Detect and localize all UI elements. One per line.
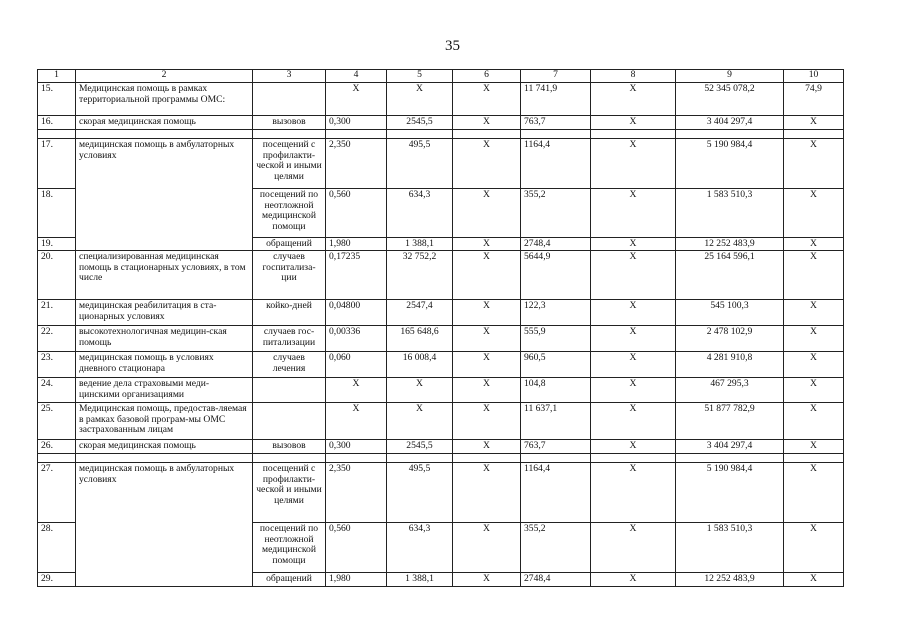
value-cell: X	[326, 378, 387, 403]
value-cell: 545 100,3	[676, 300, 784, 326]
value-cell: 2,350	[326, 139, 387, 189]
value-cell: 3 404 297,4	[676, 440, 784, 454]
row-number: 18.	[38, 189, 76, 238]
value-cell: 0,560	[326, 189, 387, 238]
value-cell: 1,980	[326, 573, 387, 587]
value-cell: 2547,4	[387, 300, 453, 326]
row-number: 26.	[38, 440, 76, 454]
value-cell: 763,7	[521, 116, 591, 130]
value-cell: 122,3	[521, 300, 591, 326]
header-cell: 10	[784, 70, 844, 83]
value-cell: X	[784, 326, 844, 352]
value-cell: 52 345 078,2	[676, 83, 784, 116]
value-cell: X	[784, 403, 844, 440]
service-name: скорая медицинская помощь	[76, 440, 253, 454]
value-cell: 5 190 984,4	[676, 463, 784, 523]
value-cell: X	[784, 523, 844, 573]
value-cell: X	[591, 352, 676, 378]
value-cell: X	[784, 116, 844, 130]
value-cell: 0,060	[326, 352, 387, 378]
header-cell: 7	[521, 70, 591, 83]
value-cell: X	[591, 523, 676, 573]
service-name: скорая медицинская помощь	[76, 116, 253, 130]
service-name: медицинская помощь в условиях дневного стационара	[76, 352, 253, 378]
value-cell: 1 388,1	[387, 238, 453, 251]
value-cell: 355,2	[521, 189, 591, 238]
value-cell: X	[453, 300, 521, 326]
value-cell: 32 752,2	[387, 251, 453, 300]
value-cell: X	[453, 523, 521, 573]
header-cell: 2	[76, 70, 253, 83]
row-number: 16.	[38, 116, 76, 130]
row-number: 19.	[38, 238, 76, 251]
value-cell: X	[453, 83, 521, 116]
value-cell: X	[453, 378, 521, 403]
value-cell: X	[784, 300, 844, 326]
value-cell: 634,3	[387, 189, 453, 238]
value-cell: 0,17235	[326, 251, 387, 300]
value-cell: X	[387, 83, 453, 116]
service-name: Медицинская помощь в рамках территориальной программы ОМС:	[76, 83, 253, 116]
table-row	[38, 463, 844, 523]
header-cell: 5	[387, 70, 453, 83]
row-number: 28.	[38, 523, 76, 573]
row-number: 27.	[38, 463, 76, 523]
value-cell: X	[591, 139, 676, 189]
table-row	[38, 139, 844, 189]
unit-cell: обращений	[253, 238, 326, 251]
service-name: медицинская помощь в амбулаторных условиях	[76, 463, 253, 587]
row-number: 20.	[38, 251, 76, 300]
value-cell: 960,5	[521, 352, 591, 378]
service-name: специализированная медицинская помощь в стационарных условиях, в том числе	[76, 251, 253, 300]
value-cell: 104,8	[521, 378, 591, 403]
value-cell: 165 648,6	[387, 326, 453, 352]
value-cell: X	[453, 440, 521, 454]
value-cell: X	[453, 573, 521, 587]
value-cell: 467 295,3	[676, 378, 784, 403]
value-cell: 1,980	[326, 238, 387, 251]
page-number: 35	[445, 38, 460, 54]
row-number: 23.	[38, 352, 76, 378]
value-cell: X	[591, 403, 676, 440]
unit-cell	[253, 378, 326, 403]
value-cell: 1 583 510,3	[676, 523, 784, 573]
value-cell: X	[453, 116, 521, 130]
service-name: медицинская помощь в амбулаторных условиях	[76, 139, 253, 251]
value-cell: X	[453, 238, 521, 251]
value-cell: 0,300	[326, 116, 387, 130]
value-cell: 25 164 596,1	[676, 251, 784, 300]
value-cell: X	[784, 573, 844, 587]
table-row	[38, 300, 844, 326]
value-cell: X	[453, 326, 521, 352]
row-number: 29.	[38, 573, 76, 587]
table-row	[38, 326, 844, 352]
value-cell: X	[387, 403, 453, 440]
value-cell: 5 190 984,4	[676, 139, 784, 189]
value-cell: X	[387, 378, 453, 403]
value-cell: 2545,5	[387, 116, 453, 130]
value-cell: 555,9	[521, 326, 591, 352]
value-cell: X	[784, 378, 844, 403]
value-cell: 5644,9	[521, 251, 591, 300]
value-cell: 16 008,4	[387, 352, 453, 378]
value-cell: X	[591, 189, 676, 238]
service-name: ведение дела страховыми меди-цинскими организациями	[76, 378, 253, 403]
value-cell: X	[784, 463, 844, 523]
table-row	[38, 251, 844, 300]
value-cell: 0,00336	[326, 326, 387, 352]
value-cell: X	[591, 251, 676, 300]
value-cell: X	[326, 403, 387, 440]
header-cell: 4	[326, 70, 387, 83]
value-cell: 495,5	[387, 139, 453, 189]
unit-cell: койко-дней	[253, 300, 326, 326]
value-cell: 74,9	[784, 83, 844, 116]
header-cell: 9	[676, 70, 784, 83]
unit-cell: посещений по неотложной медицинской помощи	[253, 189, 326, 238]
value-cell: 1164,4	[521, 463, 591, 523]
unit-cell: вызовов	[253, 440, 326, 454]
value-cell: X	[784, 440, 844, 454]
value-cell: 1 583 510,3	[676, 189, 784, 238]
row-number: 15.	[38, 83, 76, 116]
value-cell: X	[784, 352, 844, 378]
data-table	[37, 69, 844, 587]
value-cell: X	[453, 139, 521, 189]
header-cell: 1	[38, 70, 76, 83]
header-cell: 8	[591, 70, 676, 83]
value-cell: X	[453, 251, 521, 300]
row-number: 21.	[38, 300, 76, 326]
unit-cell: посещений с профилакти-ческой и иными целями	[253, 139, 326, 189]
table-row	[38, 116, 844, 130]
unit-cell: случаев лечения	[253, 352, 326, 378]
table-row	[38, 83, 844, 116]
spacer-row	[38, 130, 844, 139]
value-cell: 495,5	[387, 463, 453, 523]
row-number: 17.	[38, 139, 76, 189]
value-cell: 0,560	[326, 523, 387, 573]
value-cell: X	[591, 83, 676, 116]
value-cell: X	[784, 139, 844, 189]
spacer-row	[38, 454, 844, 463]
value-cell: X	[591, 300, 676, 326]
value-cell: X	[453, 403, 521, 440]
value-cell: X	[326, 83, 387, 116]
value-cell: X	[591, 238, 676, 251]
unit-cell: случаев гос-питализации	[253, 326, 326, 352]
value-cell: X	[591, 463, 676, 523]
value-cell: 2748,4	[521, 573, 591, 587]
value-cell: 0,04800	[326, 300, 387, 326]
value-cell: 634,3	[387, 523, 453, 573]
service-name: высокотехнологичная медицин-ская помощь	[76, 326, 253, 352]
value-cell: 3 404 297,4	[676, 116, 784, 130]
value-cell: 2 478 102,9	[676, 326, 784, 352]
unit-cell: случаев госпитализа-ции	[253, 251, 326, 300]
header-cell: 6	[453, 70, 521, 83]
value-cell: 11 637,1	[521, 403, 591, 440]
value-cell: X	[784, 238, 844, 251]
value-cell: 2748,4	[521, 238, 591, 251]
unit-cell: посещений с профилакти-ческой и иными целями	[253, 463, 326, 523]
value-cell: X	[591, 440, 676, 454]
value-cell: X	[591, 378, 676, 403]
table-row	[38, 440, 844, 454]
value-cell: 12 252 483,9	[676, 238, 784, 251]
value-cell: 2,350	[326, 463, 387, 523]
table-row	[38, 403, 844, 440]
row-number: 22.	[38, 326, 76, 352]
unit-cell	[253, 403, 326, 440]
value-cell: 2545,5	[387, 440, 453, 454]
table-row	[38, 378, 844, 403]
value-cell: X	[784, 189, 844, 238]
value-cell: 12 252 483,9	[676, 573, 784, 587]
row-number: 25.	[38, 403, 76, 440]
value-cell: 763,7	[521, 440, 591, 454]
value-cell: 51 877 782,9	[676, 403, 784, 440]
value-cell: 1 388,1	[387, 573, 453, 587]
service-name: медицинская реабилитация в ста-ционарных условиях	[76, 300, 253, 326]
table-row	[38, 352, 844, 378]
value-cell: X	[784, 251, 844, 300]
value-cell: 355,2	[521, 523, 591, 573]
header-row	[38, 70, 844, 83]
value-cell: X	[591, 573, 676, 587]
unit-cell: обращений	[253, 573, 326, 587]
value-cell: X	[591, 326, 676, 352]
value-cell: X	[453, 463, 521, 523]
unit-cell	[253, 83, 326, 116]
header-cell: 3	[253, 70, 326, 83]
value-cell: X	[591, 116, 676, 130]
unit-cell: вызовов	[253, 116, 326, 130]
service-name: Медицинская помощь, предостав-ляемая в рамках базовой програм-мы ОМС застрахованным лицам	[76, 403, 253, 440]
value-cell: 11 741,9	[521, 83, 591, 116]
value-cell: 0,300	[326, 440, 387, 454]
unit-cell: посещений по неотложной медицинской помощи	[253, 523, 326, 573]
value-cell: X	[453, 352, 521, 378]
value-cell: X	[453, 189, 521, 238]
value-cell: 1164,4	[521, 139, 591, 189]
value-cell: 4 281 910,8	[676, 352, 784, 378]
row-number: 24.	[38, 378, 76, 403]
